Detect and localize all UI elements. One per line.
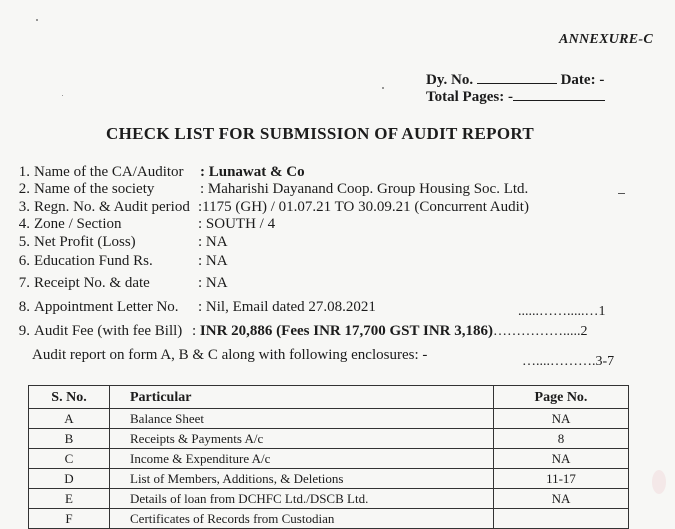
dy-no-line: [426, 71, 604, 89]
page-title: CHECK LIST FOR SUBMISSION OF AUDIT REPORT: [106, 124, 534, 143]
checklist-item-5: [0, 233, 228, 252]
enclosure-note-line: [32, 346, 672, 369]
item-number: 3.: [18, 199, 30, 215]
item-label: Name of the society: [34, 181, 155, 197]
checklist-item-8: [0, 298, 675, 317]
total-pages-line: [426, 88, 605, 106]
cell-particular: List of Members, Additions, & Deletions: [110, 469, 494, 489]
item-value: :1175 (GH) / 01.07.21 TO 30.09.21 (Concurrent Audit): [198, 199, 529, 215]
cell-particular: Receipts & Payments A/c: [110, 429, 494, 449]
cell-page-no: 11-17: [494, 469, 629, 489]
cell-s-no: B: [29, 429, 110, 449]
item-value: : Lunawat & Co: [200, 164, 305, 180]
header-s-no: S. No.: [29, 386, 110, 409]
checklist-item-2: [0, 180, 529, 199]
item-label: Regn. No. & Audit period: [34, 199, 190, 215]
scan-mark: [618, 193, 625, 194]
item-number: 4.: [18, 216, 30, 232]
item-page-ref: …………….....2: [492, 324, 588, 339]
item-number: 7.: [18, 275, 30, 291]
cell-particular: Balance Sheet: [110, 409, 494, 429]
dy-no-label: Dy. No.: [426, 72, 474, 88]
cell-s-no: D: [29, 469, 110, 489]
dy-no-blank: [477, 71, 557, 84]
item-page-ref: ......…….....…1: [518, 304, 606, 319]
scan-speck: [36, 19, 38, 21]
scan-speck: [382, 87, 384, 89]
date-label: Date: -: [560, 72, 605, 88]
enclosures-table: [28, 385, 629, 529]
table-row: [29, 449, 629, 469]
checklist-item-9: [0, 322, 675, 341]
scan-stain: [652, 470, 666, 494]
total-pages-blank: [513, 88, 605, 101]
item-value: : NA: [198, 253, 228, 269]
item-value-prefix: :: [192, 323, 200, 339]
item-label: Appointment Letter No.: [34, 299, 179, 315]
item-value: INR 20,886 (Fees INR 17,700 GST INR 3,186): [199, 323, 493, 339]
item-number: 8.: [18, 299, 30, 315]
annexure-label: ANNEXURE-C: [558, 32, 653, 47]
enclosure-page-ref: …....……….3-7: [522, 354, 615, 369]
cell-page-no: 8: [494, 429, 629, 449]
table-row: [29, 489, 629, 509]
cell-particular: Certificates of Records from Custodian: [110, 509, 494, 529]
cell-page-no: NA: [494, 409, 629, 429]
item-value: : Nil, Email dated 27.08.2021: [198, 299, 376, 315]
item-label: Education Fund Rs.: [34, 253, 153, 269]
table-header-row: [29, 386, 629, 409]
header-particular: Particular: [110, 386, 494, 409]
cell-particular: Income & Expenditure A/c: [110, 449, 494, 469]
checklist-item-4: [0, 215, 276, 234]
item-number: 9.: [18, 323, 30, 339]
item-number: 5.: [18, 234, 30, 250]
table-row: [29, 429, 629, 449]
item-value: : NA: [198, 275, 228, 291]
cell-s-no: F: [29, 509, 110, 529]
cell-particular: Details of loan from DCHFC Ltd./DSCB Ltd.: [110, 489, 494, 509]
item-value: : Maharishi Dayanand Coop. Group Housing Soc. Ltd.: [200, 181, 529, 197]
checklist-item-6: [0, 252, 228, 271]
enclosure-note: Audit report on form A, B & C along with following enclosures: -: [32, 347, 428, 363]
item-label: Receipt No. & date: [34, 275, 150, 291]
table-row: [29, 409, 629, 429]
item-label: Net Profit (Loss): [34, 234, 136, 250]
item-label: Name of the CA/Auditor: [34, 164, 184, 180]
cell-s-no: C: [29, 449, 110, 469]
item-value: : NA: [198, 234, 228, 250]
cell-s-no: A: [29, 409, 110, 429]
table-row: [29, 469, 629, 489]
item-number: 2.: [18, 181, 30, 197]
cell-page-no: NA: [494, 449, 629, 469]
cell-s-no: E: [29, 489, 110, 509]
cell-page-no: NA: [494, 489, 629, 509]
item-label: Audit Fee (with fee Bill): [34, 323, 183, 339]
item-number: 6.: [18, 253, 30, 269]
item-value: : SOUTH / 4: [198, 216, 276, 232]
total-pages-label: Total Pages: -: [426, 89, 513, 105]
scan-speck: [62, 95, 63, 96]
item-label: Zone / Section: [34, 216, 122, 232]
header-page-no: Page No.: [494, 386, 629, 409]
item-number: 1.: [18, 164, 30, 180]
checklist-item-7: [0, 274, 228, 293]
